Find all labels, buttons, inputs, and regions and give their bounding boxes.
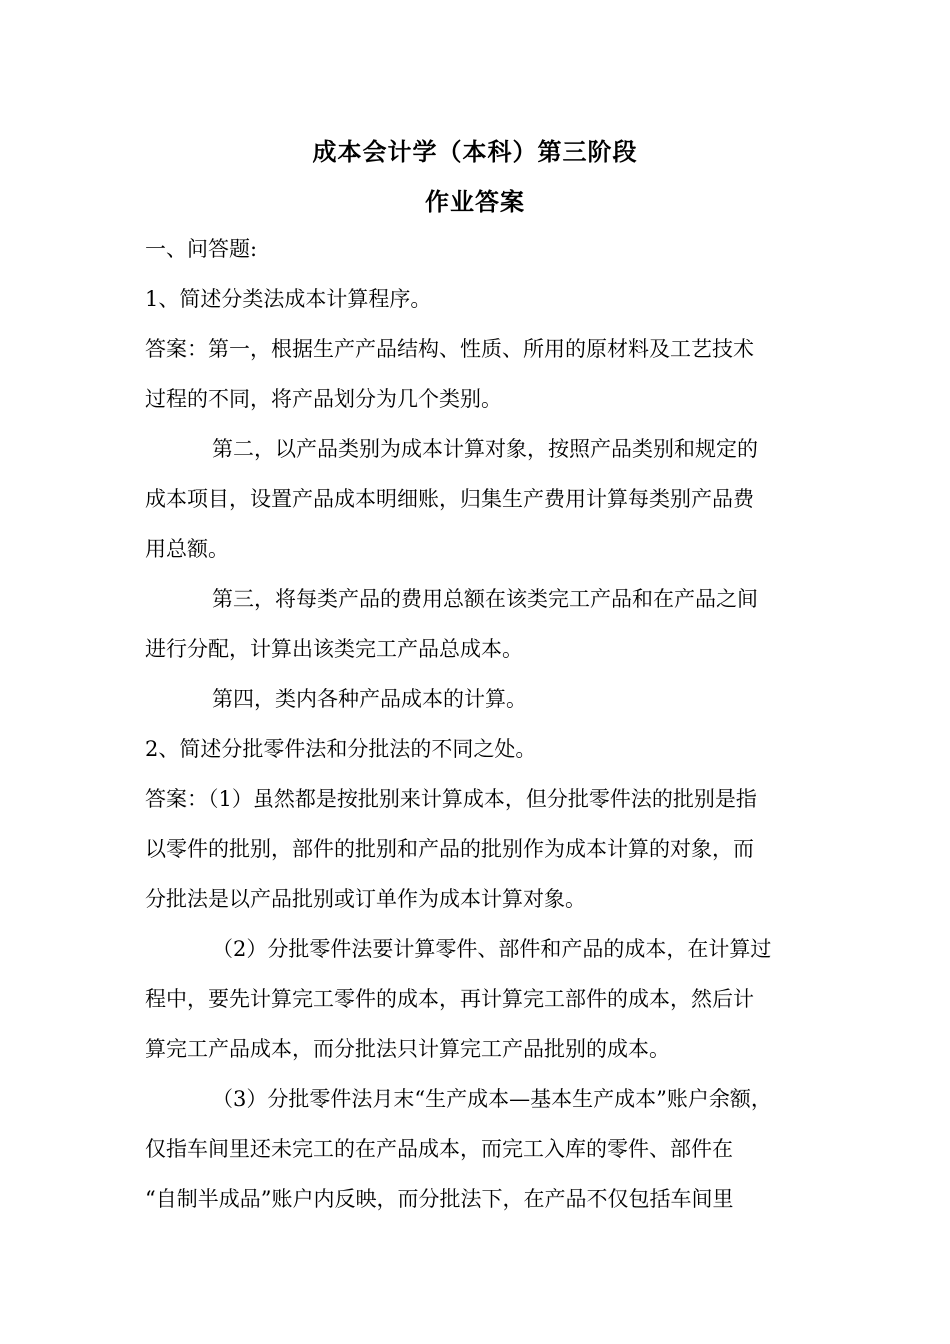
document-title: 成本会计学（本科）第三阶段 xyxy=(312,137,638,166)
answer-line: “自制半成品”账户内反映，而分批法下，在产品不仅包括车间里 xyxy=(145,1187,734,1211)
answer-line: （2）分批零件法要计算零件、部件和产品的成本，在计算过 xyxy=(212,937,772,961)
answer-line: 仅指车间里还未完工的在产品成本，而完工入库的零件、部件在 xyxy=(145,1137,733,1161)
answer-line: 成本项目，设置产品成本明细账，归集生产费用计算每类别产品费 xyxy=(145,487,754,511)
answer-line: 用总额。 xyxy=(145,537,229,561)
answer-line: 进行分配，计算出该类完工产品总成本。 xyxy=(145,637,523,661)
section-heading: 一、问答题: xyxy=(145,237,258,261)
question-2: 2、简述分批零件法和分批法的不同之处。 xyxy=(145,737,537,761)
answer-line: 答案：第一，根据生产产品结构、性质、所用的原材料及工艺技术 xyxy=(145,337,754,361)
answer-line: 程中，要先计算完工零件的成本，再计算完工部件的成本，然后计 xyxy=(145,987,754,1011)
question-1: 1、简述分类法成本计算程序。 xyxy=(145,287,432,311)
answer-line: 第二，以产品类别为成本计算对象，按照产品类别和规定的 xyxy=(212,437,758,461)
answer-line: 第四，类内各种产品成本的计算。 xyxy=(212,687,527,711)
answer-line: 过程的不同，将产品划分为几个类别。 xyxy=(145,387,502,411)
answer-line: 以零件的批别，部件的批别和产品的批别作为成本计算的对象，而 xyxy=(145,837,754,861)
answer-line: 第三，将每类产品的费用总额在该类完工产品和在产品之间 xyxy=(212,587,758,611)
answer-line: （3）分批零件法月末“生产成本—基本生产成本”账户余额， xyxy=(212,1087,772,1111)
answer-line: 答案：（1）虽然都是按批别来计算成本，但分批零件法的批别是指 xyxy=(145,787,757,811)
answer-line: 分批法是以产品批别或订单作为成本计算对象。 xyxy=(145,887,586,911)
document-subtitle: 作业答案 xyxy=(425,187,525,216)
answer-line: 算完工产品成本，而分批法只计算完工产品批别的成本。 xyxy=(145,1037,670,1061)
